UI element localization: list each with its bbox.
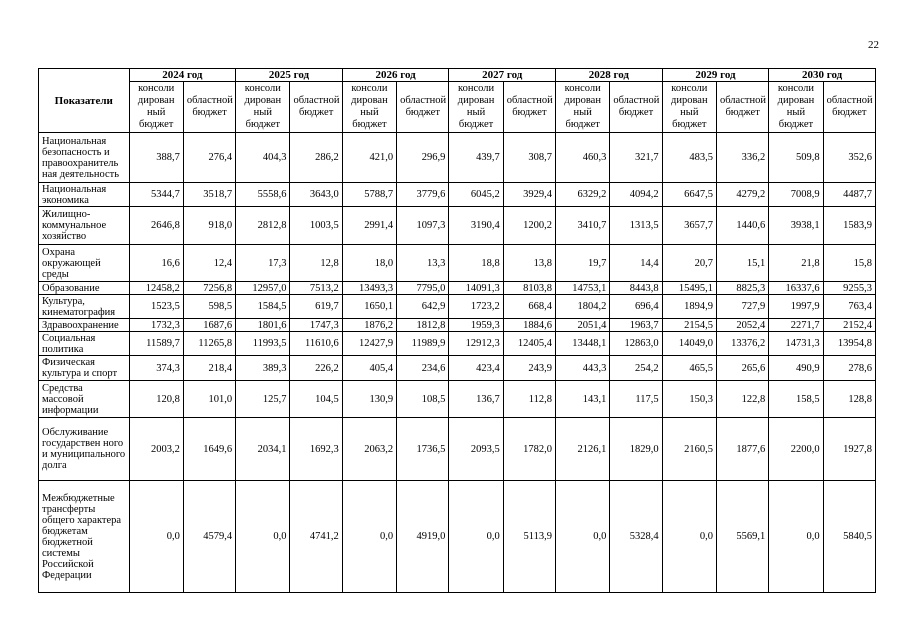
consolidated-budget-value-cell: 120,8 bbox=[129, 381, 183, 418]
regional-budget-value-cell: 234,6 bbox=[397, 356, 449, 381]
consolidated-budget-value-cell: 20,7 bbox=[662, 245, 716, 282]
regional-budget-value-cell: 286,2 bbox=[290, 133, 342, 183]
consolidated-budget-header: консоли дирован ный бюджет bbox=[342, 82, 396, 133]
consolidated-budget-value-cell: 3657,7 bbox=[662, 207, 716, 245]
consolidated-budget-value-cell: 3410,7 bbox=[556, 207, 610, 245]
table-row bbox=[39, 295, 876, 319]
consolidated-budget-value-cell: 490,9 bbox=[769, 356, 823, 381]
regional-budget-value-cell: 1927,8 bbox=[823, 418, 875, 481]
regional-budget-header: областной бюджет bbox=[397, 82, 449, 133]
regional-budget-value-cell: 11989,9 bbox=[397, 332, 449, 356]
table-row bbox=[39, 207, 876, 245]
consolidated-budget-value-cell: 0,0 bbox=[662, 481, 716, 593]
consolidated-budget-value-cell: 465,5 bbox=[662, 356, 716, 381]
year-header: 2025 год bbox=[236, 69, 343, 82]
regional-budget-value-cell: 243,9 bbox=[503, 356, 555, 381]
regional-budget-value-cell: 12863,0 bbox=[610, 332, 662, 356]
table-row bbox=[39, 356, 876, 381]
consolidated-budget-value-cell: 2646,8 bbox=[129, 207, 183, 245]
regional-budget-value-cell: 7513,2 bbox=[290, 282, 342, 295]
regional-budget-header: областной бюджет bbox=[183, 82, 235, 133]
regional-budget-value-cell: 254,2 bbox=[610, 356, 662, 381]
consolidated-budget-value-cell: 16337,6 bbox=[769, 282, 823, 295]
consolidated-budget-value-cell: 1894,9 bbox=[662, 295, 716, 319]
regional-budget-value-cell: 12,4 bbox=[183, 245, 235, 282]
regional-budget-value-cell: 1812,8 bbox=[397, 319, 449, 332]
regional-budget-value-cell: 352,6 bbox=[823, 133, 875, 183]
regional-budget-value-cell: 727,9 bbox=[716, 295, 768, 319]
consolidated-budget-value-cell: 439,7 bbox=[449, 133, 503, 183]
consolidated-budget-header: консоли дирован ный бюджет bbox=[556, 82, 610, 133]
consolidated-budget-value-cell: 2034,1 bbox=[236, 418, 290, 481]
consolidated-budget-value-cell: 136,7 bbox=[449, 381, 503, 418]
regional-budget-value-cell: 4579,4 bbox=[183, 481, 235, 593]
budget-table bbox=[38, 68, 876, 593]
regional-budget-value-cell: 117,5 bbox=[610, 381, 662, 418]
consolidated-budget-value-cell: 6647,5 bbox=[662, 183, 716, 207]
regional-budget-value-cell: 13376,2 bbox=[716, 332, 768, 356]
consolidated-budget-value-cell: 2126,1 bbox=[556, 418, 610, 481]
consolidated-budget-value-cell: 2093,5 bbox=[449, 418, 503, 481]
consolidated-budget-value-cell: 11993,5 bbox=[236, 332, 290, 356]
indicator-name-cell: Национальная экономика bbox=[39, 183, 130, 207]
consolidated-budget-value-cell: 421,0 bbox=[342, 133, 396, 183]
consolidated-budget-value-cell: 14753,1 bbox=[556, 282, 610, 295]
regional-budget-value-cell: 4094,2 bbox=[610, 183, 662, 207]
regional-budget-value-cell: 14,4 bbox=[610, 245, 662, 282]
consolidated-budget-value-cell: 21,8 bbox=[769, 245, 823, 282]
budget-type-header-row bbox=[39, 82, 876, 133]
regional-budget-value-cell: 278,6 bbox=[823, 356, 875, 381]
regional-budget-value-cell: 122,8 bbox=[716, 381, 768, 418]
regional-budget-value-cell: 128,8 bbox=[823, 381, 875, 418]
consolidated-budget-value-cell: 150,3 bbox=[662, 381, 716, 418]
table-row bbox=[39, 381, 876, 418]
regional-budget-value-cell: 7256,8 bbox=[183, 282, 235, 295]
consolidated-budget-value-cell: 16,6 bbox=[129, 245, 183, 282]
regional-budget-value-cell: 918,0 bbox=[183, 207, 235, 245]
consolidated-budget-value-cell: 5344,7 bbox=[129, 183, 183, 207]
regional-budget-value-cell: 619,7 bbox=[290, 295, 342, 319]
regional-budget-value-cell: 296,9 bbox=[397, 133, 449, 183]
consolidated-budget-value-cell: 0,0 bbox=[769, 481, 823, 593]
table-row bbox=[39, 133, 876, 183]
regional-budget-value-cell: 3518,7 bbox=[183, 183, 235, 207]
consolidated-budget-value-cell: 15495,1 bbox=[662, 282, 716, 295]
consolidated-budget-value-cell: 11589,7 bbox=[129, 332, 183, 356]
regional-budget-value-cell: 1963,7 bbox=[610, 319, 662, 332]
consolidated-budget-value-cell: 483,5 bbox=[662, 133, 716, 183]
consolidated-budget-value-cell: 509,8 bbox=[769, 133, 823, 183]
table-row bbox=[39, 332, 876, 356]
regional-budget-value-cell: 15,1 bbox=[716, 245, 768, 282]
consolidated-budget-value-cell: 0,0 bbox=[449, 481, 503, 593]
indicator-name-cell: Образование bbox=[39, 282, 130, 295]
consolidated-budget-value-cell: 443,3 bbox=[556, 356, 610, 381]
consolidated-budget-value-cell: 1584,5 bbox=[236, 295, 290, 319]
consolidated-budget-value-cell: 389,3 bbox=[236, 356, 290, 381]
year-header: 2028 год bbox=[556, 69, 663, 82]
regional-budget-value-cell: 265,6 bbox=[716, 356, 768, 381]
regional-budget-value-cell: 8443,8 bbox=[610, 282, 662, 295]
indicator-column-header: Показатели bbox=[39, 69, 130, 133]
regional-budget-value-cell: 336,2 bbox=[716, 133, 768, 183]
indicator-name-cell: Социальная политика bbox=[39, 332, 130, 356]
consolidated-budget-value-cell: 1732,3 bbox=[129, 319, 183, 332]
regional-budget-value-cell: 108,5 bbox=[397, 381, 449, 418]
regional-budget-value-cell: 1884,6 bbox=[503, 319, 555, 332]
regional-budget-value-cell: 1829,0 bbox=[610, 418, 662, 481]
indicator-name-cell: Межбюджетные трансферты общего характера бюджетам бюджетной системы Российской Федерации bbox=[39, 481, 130, 593]
regional-budget-value-cell: 3929,4 bbox=[503, 183, 555, 207]
consolidated-budget-value-cell: 17,3 bbox=[236, 245, 290, 282]
regional-budget-value-cell: 1692,3 bbox=[290, 418, 342, 481]
consolidated-budget-value-cell: 125,7 bbox=[236, 381, 290, 418]
indicator-name-cell: Физическая культура и спорт bbox=[39, 356, 130, 381]
consolidated-budget-header: консоли дирован ный бюджет bbox=[449, 82, 503, 133]
consolidated-budget-value-cell: 388,7 bbox=[129, 133, 183, 183]
consolidated-budget-value-cell: 0,0 bbox=[342, 481, 396, 593]
regional-budget-value-cell: 2052,4 bbox=[716, 319, 768, 332]
regional-budget-value-cell: 4487,7 bbox=[823, 183, 875, 207]
table-row bbox=[39, 282, 876, 295]
regional-budget-value-cell: 101,0 bbox=[183, 381, 235, 418]
regional-budget-value-cell: 5113,9 bbox=[503, 481, 555, 593]
consolidated-budget-header: консоли дирован ный бюджет bbox=[236, 82, 290, 133]
consolidated-budget-value-cell: 143,1 bbox=[556, 381, 610, 418]
regional-budget-value-cell: 1003,5 bbox=[290, 207, 342, 245]
consolidated-budget-value-cell: 1876,2 bbox=[342, 319, 396, 332]
consolidated-budget-value-cell: 18,8 bbox=[449, 245, 503, 282]
regional-budget-value-cell: 13,8 bbox=[503, 245, 555, 282]
regional-budget-value-cell: 5840,5 bbox=[823, 481, 875, 593]
consolidated-budget-value-cell: 14731,3 bbox=[769, 332, 823, 356]
regional-budget-value-cell: 11265,8 bbox=[183, 332, 235, 356]
table-header bbox=[39, 69, 876, 133]
consolidated-budget-value-cell: 158,5 bbox=[769, 381, 823, 418]
consolidated-budget-value-cell: 374,3 bbox=[129, 356, 183, 381]
year-header: 2027 год bbox=[449, 69, 556, 82]
regional-budget-value-cell: 1649,6 bbox=[183, 418, 235, 481]
consolidated-budget-value-cell: 3938,1 bbox=[769, 207, 823, 245]
consolidated-budget-value-cell: 5558,6 bbox=[236, 183, 290, 207]
regional-budget-value-cell: 1200,2 bbox=[503, 207, 555, 245]
consolidated-budget-header: консоли дирован ный бюджет bbox=[129, 82, 183, 133]
consolidated-budget-value-cell: 405,4 bbox=[342, 356, 396, 381]
consolidated-budget-value-cell: 12912,3 bbox=[449, 332, 503, 356]
year-header-row bbox=[39, 69, 876, 82]
regional-budget-value-cell: 5569,1 bbox=[716, 481, 768, 593]
consolidated-budget-value-cell: 7008,9 bbox=[769, 183, 823, 207]
consolidated-budget-value-cell: 1997,9 bbox=[769, 295, 823, 319]
consolidated-budget-value-cell: 0,0 bbox=[556, 481, 610, 593]
table-row bbox=[39, 245, 876, 282]
indicator-name-cell: Жилищно-коммунальное хозяйство bbox=[39, 207, 130, 245]
regional-budget-value-cell: 13,3 bbox=[397, 245, 449, 282]
regional-budget-value-cell: 308,7 bbox=[503, 133, 555, 183]
consolidated-budget-value-cell: 2003,2 bbox=[129, 418, 183, 481]
regional-budget-value-cell: 12405,4 bbox=[503, 332, 555, 356]
regional-budget-value-cell: 11610,6 bbox=[290, 332, 342, 356]
regional-budget-value-cell: 7795,0 bbox=[397, 282, 449, 295]
consolidated-budget-value-cell: 12957,0 bbox=[236, 282, 290, 295]
regional-budget-value-cell: 112,8 bbox=[503, 381, 555, 418]
consolidated-budget-value-cell: 2063,2 bbox=[342, 418, 396, 481]
regional-budget-value-cell: 8103,8 bbox=[503, 282, 555, 295]
regional-budget-value-cell: 642,9 bbox=[397, 295, 449, 319]
consolidated-budget-value-cell: 0,0 bbox=[129, 481, 183, 593]
year-header: 2024 год bbox=[129, 69, 236, 82]
indicator-name-cell: Средства массовой информации bbox=[39, 381, 130, 418]
year-header: 2026 год bbox=[342, 69, 449, 82]
indicator-name-cell: Здравоохранение bbox=[39, 319, 130, 332]
regional-budget-value-cell: 321,7 bbox=[610, 133, 662, 183]
consolidated-budget-value-cell: 2200,0 bbox=[769, 418, 823, 481]
regional-budget-value-cell: 15,8 bbox=[823, 245, 875, 282]
regional-budget-header: областной бюджет bbox=[716, 82, 768, 133]
consolidated-budget-value-cell: 2812,8 bbox=[236, 207, 290, 245]
consolidated-budget-value-cell: 1650,1 bbox=[342, 295, 396, 319]
regional-budget-header: областной бюджет bbox=[823, 82, 875, 133]
consolidated-budget-value-cell: 404,3 bbox=[236, 133, 290, 183]
table-row bbox=[39, 418, 876, 481]
regional-budget-value-cell: 1687,6 bbox=[183, 319, 235, 332]
regional-budget-value-cell: 4279,2 bbox=[716, 183, 768, 207]
indicator-name-cell: Культура, кинематография bbox=[39, 295, 130, 319]
consolidated-budget-value-cell: 1959,3 bbox=[449, 319, 503, 332]
consolidated-budget-value-cell: 0,0 bbox=[236, 481, 290, 593]
table-row bbox=[39, 481, 876, 593]
regional-budget-value-cell: 1782,0 bbox=[503, 418, 555, 481]
consolidated-budget-value-cell: 130,9 bbox=[342, 381, 396, 418]
year-header: 2030 год bbox=[769, 69, 876, 82]
regional-budget-value-cell: 218,4 bbox=[183, 356, 235, 381]
consolidated-budget-value-cell: 1723,2 bbox=[449, 295, 503, 319]
consolidated-budget-value-cell: 12427,9 bbox=[342, 332, 396, 356]
table-row bbox=[39, 183, 876, 207]
consolidated-budget-value-cell: 18,0 bbox=[342, 245, 396, 282]
consolidated-budget-value-cell: 2154,5 bbox=[662, 319, 716, 332]
year-header: 2029 год bbox=[662, 69, 769, 82]
table-row bbox=[39, 319, 876, 332]
regional-budget-value-cell: 1877,6 bbox=[716, 418, 768, 481]
regional-budget-value-cell: 1313,5 bbox=[610, 207, 662, 245]
regional-budget-value-cell: 4741,2 bbox=[290, 481, 342, 593]
consolidated-budget-value-cell: 1801,6 bbox=[236, 319, 290, 332]
consolidated-budget-value-cell: 2051,4 bbox=[556, 319, 610, 332]
regional-budget-header: областной бюджет bbox=[610, 82, 662, 133]
regional-budget-value-cell: 12,8 bbox=[290, 245, 342, 282]
regional-budget-value-cell: 3779,6 bbox=[397, 183, 449, 207]
regional-budget-value-cell: 1747,3 bbox=[290, 319, 342, 332]
consolidated-budget-value-cell: 12458,2 bbox=[129, 282, 183, 295]
regional-budget-value-cell: 763,4 bbox=[823, 295, 875, 319]
consolidated-budget-value-cell: 14091,3 bbox=[449, 282, 503, 295]
consolidated-budget-value-cell: 6329,2 bbox=[556, 183, 610, 207]
consolidated-budget-value-cell: 5788,7 bbox=[342, 183, 396, 207]
consolidated-budget-value-cell: 6045,2 bbox=[449, 183, 503, 207]
consolidated-budget-value-cell: 2991,4 bbox=[342, 207, 396, 245]
regional-budget-value-cell: 668,4 bbox=[503, 295, 555, 319]
indicator-name-cell: Национальная безопасность и правоохранитель ная деятельность bbox=[39, 133, 130, 183]
regional-budget-value-cell: 8825,3 bbox=[716, 282, 768, 295]
regional-budget-value-cell: 4919,0 bbox=[397, 481, 449, 593]
indicator-name-cell: Обслуживание государствен ного и муниципального долга bbox=[39, 418, 130, 481]
consolidated-budget-value-cell: 460,3 bbox=[556, 133, 610, 183]
regional-budget-value-cell: 9255,3 bbox=[823, 282, 875, 295]
consolidated-budget-value-cell: 1804,2 bbox=[556, 295, 610, 319]
regional-budget-value-cell: 1583,9 bbox=[823, 207, 875, 245]
page-number: 22 bbox=[868, 39, 879, 51]
regional-budget-value-cell: 598,5 bbox=[183, 295, 235, 319]
table-body bbox=[39, 133, 876, 593]
regional-budget-value-cell: 3643,0 bbox=[290, 183, 342, 207]
regional-budget-value-cell: 2152,4 bbox=[823, 319, 875, 332]
consolidated-budget-value-cell: 13493,3 bbox=[342, 282, 396, 295]
indicator-name-cell: Охрана окружающей среды bbox=[39, 245, 130, 282]
consolidated-budget-value-cell: 2271,7 bbox=[769, 319, 823, 332]
consolidated-budget-value-cell: 423,4 bbox=[449, 356, 503, 381]
regional-budget-value-cell: 1736,5 bbox=[397, 418, 449, 481]
consolidated-budget-value-cell: 13448,1 bbox=[556, 332, 610, 356]
consolidated-budget-header: консоли дирован ный бюджет bbox=[662, 82, 716, 133]
regional-budget-header: областной бюджет bbox=[290, 82, 342, 133]
regional-budget-value-cell: 104,5 bbox=[290, 381, 342, 418]
regional-budget-value-cell: 696,4 bbox=[610, 295, 662, 319]
consolidated-budget-value-cell: 1523,5 bbox=[129, 295, 183, 319]
regional-budget-value-cell: 5328,4 bbox=[610, 481, 662, 593]
consolidated-budget-value-cell: 2160,5 bbox=[662, 418, 716, 481]
consolidated-budget-value-cell: 3190,4 bbox=[449, 207, 503, 245]
regional-budget-value-cell: 1440,6 bbox=[716, 207, 768, 245]
regional-budget-value-cell: 226,2 bbox=[290, 356, 342, 381]
consolidated-budget-value-cell: 19,7 bbox=[556, 245, 610, 282]
regional-budget-value-cell: 13954,8 bbox=[823, 332, 875, 356]
regional-budget-value-cell: 276,4 bbox=[183, 133, 235, 183]
consolidated-budget-value-cell: 14049,0 bbox=[662, 332, 716, 356]
consolidated-budget-header: консоли дирован ный бюджет bbox=[769, 82, 823, 133]
regional-budget-value-cell: 1097,3 bbox=[397, 207, 449, 245]
regional-budget-header: областной бюджет bbox=[503, 82, 555, 133]
